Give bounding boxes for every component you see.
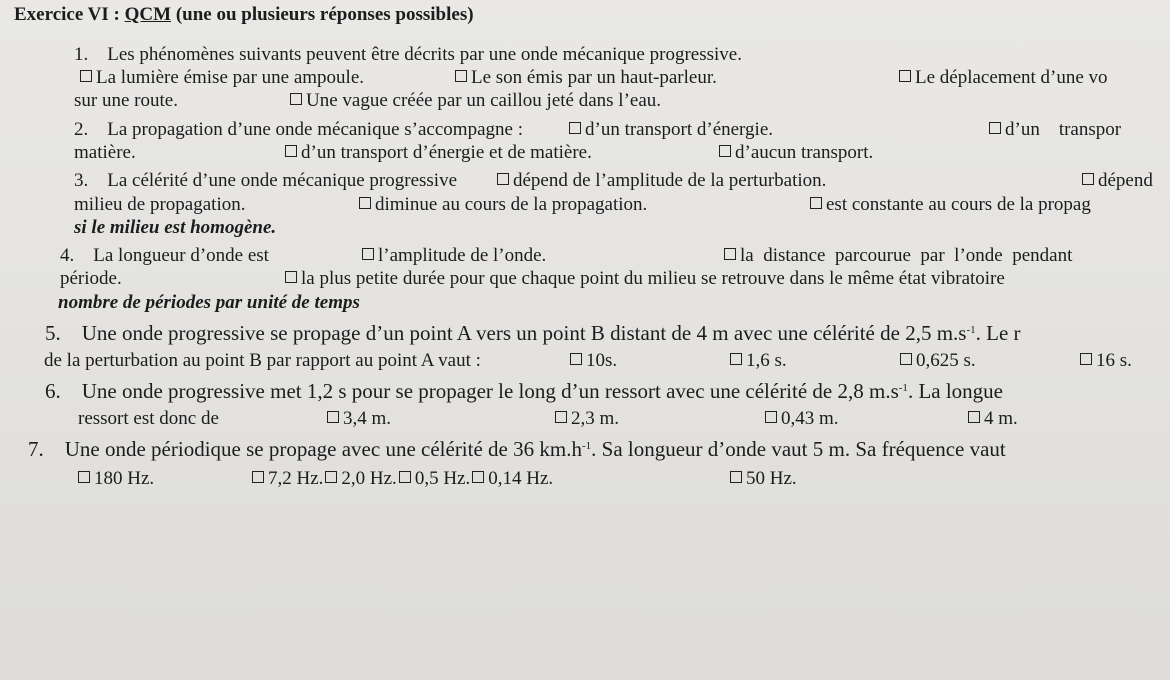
- q6-option-d-label: 4 m.: [984, 408, 1018, 429]
- q6-option-b[interactable]: [553, 408, 619, 430]
- checkbox[interactable]: [1080, 353, 1092, 365]
- checkbox[interactable]: [252, 471, 264, 483]
- q3-option-b[interactable]: [1080, 170, 1153, 192]
- q3-option-b-label: dépend: [1098, 170, 1153, 191]
- checkbox[interactable]: [78, 471, 90, 483]
- q3-option-d-label: est constante au cours de la propag: [826, 194, 1091, 215]
- checkbox[interactable]: [325, 471, 337, 483]
- q1-option-c-label: Le déplacement d’une vo: [915, 67, 1108, 88]
- title-prefix: Exercice VI :: [14, 4, 125, 25]
- q2-option-b[interactable]: [987, 119, 1121, 141]
- checkbox[interactable]: [555, 411, 567, 423]
- checkbox[interactable]: [359, 197, 371, 209]
- q6-option-d[interactable]: [966, 408, 1018, 430]
- checkbox[interactable]: [362, 248, 374, 260]
- q5-option-c[interactable]: [898, 350, 976, 372]
- q5-option-b-label: 1,6 s.: [746, 350, 787, 371]
- q3-option-c[interactable]: [357, 194, 647, 216]
- checkbox[interactable]: [455, 70, 467, 82]
- checkbox[interactable]: [399, 471, 411, 483]
- q6-option-a-label: 3,4 m.: [343, 408, 392, 429]
- q4-option-c[interactable]: [283, 268, 1005, 290]
- q5-option-d-label: 16 s.: [1096, 350, 1132, 371]
- q7-option-a[interactable]: [76, 468, 154, 490]
- q7-option-c-label[interactable]: 2,0 Hz.: [341, 468, 397, 489]
- q1-option-b[interactable]: [453, 67, 717, 89]
- q1-option-c[interactable]: [897, 67, 1108, 89]
- q5-stem-b: . Le r: [975, 321, 1021, 345]
- checkbox[interactable]: [968, 411, 980, 423]
- q7-option-f[interactable]: [728, 468, 797, 490]
- question-7-stem: [28, 438, 1006, 460]
- q1-option-a-label: La lumière émise par une ampoule.: [96, 67, 365, 88]
- question-2-stem: 2. La propagation d’une onde mécanique s’accompagne :: [74, 119, 523, 140]
- q5-option-a[interactable]: [568, 350, 617, 372]
- checkbox[interactable]: [80, 70, 92, 82]
- q7-option-e-label[interactable]: 0,14 Hz.: [488, 468, 554, 489]
- question-4-stem: 4. La longueur d’onde est: [60, 245, 269, 266]
- question-1-stem: 1. Les phénomènes suivants peuvent être décrits par une onde mécanique progressive.: [74, 44, 742, 65]
- q1-option-a[interactable]: [78, 67, 364, 89]
- q6-stem-a: 6. Une onde progressive met 1,2 s pour se propager le long d’un ressort avec une célérité de 2,8 m.s: [45, 379, 899, 403]
- checkbox[interactable]: [730, 353, 742, 365]
- q2-continuation: matière.: [74, 142, 136, 163]
- q6-stem-b: . La longue: [907, 379, 1003, 403]
- checkbox[interactable]: [570, 353, 582, 365]
- q6-option-c-label: 0,43 m.: [781, 408, 839, 429]
- checkbox[interactable]: [900, 353, 912, 365]
- checkbox[interactable]: [899, 70, 911, 82]
- q7-options-group: [250, 468, 553, 490]
- checkbox[interactable]: [810, 197, 822, 209]
- checkbox[interactable]: [719, 145, 731, 157]
- checkbox[interactable]: [285, 145, 297, 157]
- q7-option-f-label: 50 Hz.: [746, 468, 797, 489]
- title-qcm: QCM: [124, 4, 172, 25]
- q7-exponent: -1: [581, 440, 592, 452]
- q4-option-a[interactable]: [360, 245, 546, 267]
- q4-option-b[interactable]: [722, 245, 1072, 267]
- checkbox[interactable]: [1082, 173, 1094, 185]
- q3-continuation: milieu de propagation.: [74, 194, 246, 215]
- q7-option-a-label: 180 Hz.: [94, 468, 155, 489]
- q2-option-a[interactable]: [567, 119, 773, 141]
- q7-option-d-label[interactable]: 0,5 Hz.: [414, 468, 471, 489]
- q3-option-a[interactable]: [495, 170, 826, 192]
- checkbox[interactable]: [724, 248, 736, 260]
- q1-option-b-label: Le son émis par un haut-parleur.: [471, 67, 717, 88]
- q3-option-d[interactable]: [808, 194, 1091, 216]
- q5-option-b[interactable]: [728, 350, 787, 372]
- checkbox[interactable]: [327, 411, 339, 423]
- q4-continuation: période.: [60, 268, 122, 289]
- q4-option-a-label: l’amplitude de l’onde.: [378, 245, 547, 266]
- question-5-stem: [45, 322, 1021, 344]
- q6-exponent: -1: [898, 382, 908, 394]
- checkbox[interactable]: [472, 471, 484, 483]
- checkbox[interactable]: [285, 271, 297, 283]
- q7-stem-a: 7. Une onde périodique se propage avec une célérité de 36 km.h: [28, 437, 582, 461]
- question-3-stem: 3. La célérité d’une onde mécanique progressive: [74, 170, 458, 191]
- q3-continuation-2: si le milieu est homogène.: [74, 217, 277, 238]
- q5-stem-a: 5. Une onde progressive se propage d’un point A vers un point B distant de 4 m avec une célérité de 2,5 m.s: [45, 321, 967, 345]
- q6-continuation: ressort est donc de: [78, 408, 219, 429]
- q2-option-a-label: d’un transport d’énergie.: [585, 119, 774, 140]
- q1-option-d-label: Une vague créée par un caillou jeté dans l’eau.: [306, 90, 662, 111]
- question-6-stem: [45, 380, 1003, 402]
- q5-option-c-label: 0,625 s.: [916, 350, 976, 371]
- checkbox[interactable]: [765, 411, 777, 423]
- q5-option-a-label: 10s.: [586, 350, 618, 371]
- checkbox[interactable]: [989, 122, 1001, 134]
- q3-option-c-label: diminue au cours de la propagation.: [375, 194, 648, 215]
- exercise-title: [14, 4, 474, 26]
- q1-continuation: sur une route.: [74, 90, 178, 111]
- q5-option-d[interactable]: [1078, 350, 1132, 372]
- q4-option-b-label: la distance parcourue par l’onde pendant: [740, 245, 1073, 266]
- q2-option-c-label: d’un transport d’énergie et de matière.: [301, 142, 592, 163]
- title-suffix: (une ou plusieurs réponses possibles): [171, 4, 474, 25]
- q2-option-d-label: d’aucun transport.: [735, 142, 874, 163]
- q6-option-a[interactable]: [325, 408, 391, 430]
- checkbox[interactable]: [497, 173, 509, 185]
- q2-option-c[interactable]: [283, 142, 592, 164]
- q5-continuation: de la perturbation au point B par rapport au point A vaut :: [44, 350, 481, 371]
- q3-option-a-label: dépend de l’amplitude de la perturbation.: [513, 170, 827, 191]
- checkbox[interactable]: [730, 471, 742, 483]
- checkbox[interactable]: [569, 122, 581, 134]
- q6-option-c[interactable]: [763, 408, 839, 430]
- q2-option-d[interactable]: [717, 142, 873, 164]
- q6-option-b-label: 2,3 m.: [571, 408, 620, 429]
- q2-option-b-label: d’un transpor: [1005, 119, 1122, 140]
- q7-option-b-label[interactable]: 7,2 Hz.: [268, 468, 324, 489]
- q4-option-c-label: la plus petite durée pour que chaque point du milieu se retrouve dans le même état vibratoire: [301, 268, 1005, 289]
- q1-option-d[interactable]: [288, 90, 661, 112]
- q5-exponent: -1: [966, 324, 976, 336]
- q4-option-d-text: nombre de périodes par unité de temps: [58, 292, 360, 313]
- checkbox[interactable]: [290, 93, 302, 105]
- q7-stem-b: . Sa longueur d’onde vaut 5 m. Sa fréquence vaut: [591, 437, 1006, 461]
